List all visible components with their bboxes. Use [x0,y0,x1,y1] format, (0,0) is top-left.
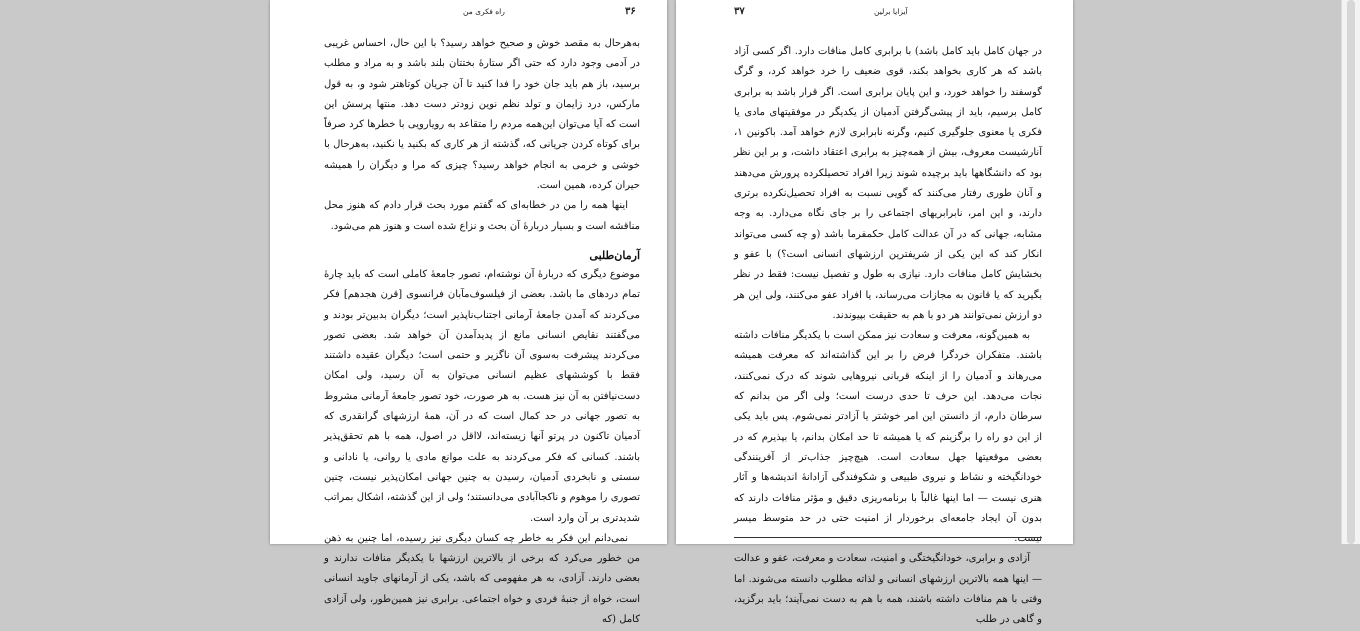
running-title: آیزایا برلین [874,7,908,16]
paragraph: در جهان کامل باید کامل باشد) با برابری کامل منافات دارد. اگر کسی آزاد باشد که هر کاری بخواهد بکند، قوی ضعیف را خرد خواهد کرد، و گرگ گوسفند را خواهد خورد، و این پایان برابری است. اگر قرار باشد به برابری کامل برسیم، باید از پیشی‌گرفتن آدمیان از یکدیگر در موفقیتهای مادی یا فکری یا معنوی جلوگیری کنیم، وگرنه نابرابری لازم خواهد آمد. باکونین ۱، آنارشیست معروف، بیش از همه‌چیز به برابری اعتقاد داشت، و بر این نظر بود که دانشگاهها باید برچیده شوند زیرا افراد تحصیلکرده پرورش می‌دهند و آنان طوری رفتار می‌کنند که گویی نسبت به افراد تحصیل‌نکرده برتری دارند، و این امر، نابرابریهای اجتماعی را بر جای نگاه می‌دارد. به وجه مشابه، جهانی که در آن عدالت کامل حکمفرما باشد (و چه کسی می‌تواند انکار کند که این یکی از شریفترین ارزشهای انسانی است؟) با عفو و بخشایش کامل منافات دارد. نیازی به طول و تفصیل نیست: فقط در نظر بگیرید که یا قانون به مجازات می‌رساند، یا افراد عفو می‌کنند، ولی این هر دو ارزش نمی‌توانند هر دو با هم به حقیقت بپیوندند. [734,46,1042,321]
running-head [320,6,637,20]
page-number: ۳۷ [734,6,745,17]
running-head [734,6,1043,20]
section-heading: آرمان‌طلبی [589,248,640,262]
paragraph: به همین‌گونه، معرفت و سعادت نیز ممکن است با یکدیگر منافات داشته باشند. متفکران خردگرا فرض را بر این گذاشته‌اند که معرفت همیشه می‌رهاند و آدمیان را از اینکه قربانی نیروهایی شوند که درک نمی‌کنند، نجات می‌دهد. این حرف تا حدی درست است؛ ولی اگر من بدانم که سرطان دارم، از دانستن این امر خوشتر یا آزادتر نمی‌شوم. پس باید یکی از این دو راه را برگزینم که یا همیشه تا حد امکان بدانم، یا بپذیرم که در بعضی موقعیتها جهل سعادت است. هیچ‌چیز جذاب‌تر از آفرینندگی خودانگیخته و نشاط و نیروی طبیعی و شکوفندگی آزادانهٔ اندیشه‌ها و آثار هنری نیست — اما اینها غالباً با برنامه‌ریزی دقیق و مؤثر منافات دارند که بدون آن ایجاد جامعه‌ای برخوردار از امنیت حتی در حد متوسط میسر نیست. [734,330,1042,545]
footnote-divider [734,537,1042,538]
page-37 [676,0,1073,626]
page-36 [270,0,667,626]
scrollbar-thumb[interactable] [1347,0,1355,544]
paragraph: موضوع دیگری که دربارهٔ آن نوشته‌ام، تصور جامعهٔ کاملی است که باید چارهٔ تمام دردهای ما باشد. بعضی از فیلسوف‌مآبان فرانسوی [قرن هجدهم] فکر می‌کردند که آمدن جامعهٔ آرمانی اجتناب‌ناپذیر است؛ دیگران بدبین‌تر بودند و می‌گفتند نقایص انسانی مانع از پدیدآمدن آن خواهد شد. بعضی تصور می‌کردند پیشرفت به‌سوی آن ناگزیر و حتمی است؛ دیگران عقیده داشتند فقط با کوششهای عظیم انسانی می‌توان به آن رسید، ولی امکان دست‌نیافتن به آن نیز هست. به هر صورت، خود تصور جامعهٔ آرمانی مشروط به تصور جهانی در حد کمال است که در آن، همهٔ ارزشهای گرانقدری که آدمیان تاکنون در پرتو آنها زیسته‌اند، لااقل در اصول، همه با هم تحقق‌پذیر باشند. کسانی که فکر می‌کردند به علت موانع مادی یا روانی، یا نادانی و سستی و نابخردی آدمیان، رسیدن به چنین جهانی امکان‌پذیر نیست، چنین تصوری را موهوم و ناکجاآبادی می‌دانستند؛ ولی از این گذشته، اشکال بمراتب شدیدتری بر آن وارد است. [324,268,640,524]
paragraph: به‌هرحال به مقصد خوش و صحیح خواهد رسید؟ با این حال، احساس غریبی در آدمی وجود دارد که حتی اگر ستارهٔ بختتان بلند باشد و به مراد و مطلب برسید، باز هم باید جان خود را فدا کنید تا آن جریان کوتاهتر شود و، به قول مارکس، درد زایمان و تولد نظم نوین زودتر دست دهد. منتها پرسش این است که آیا می‌توان این‌همه مردم را متقاعد به رویارویی با خطرها کرد صرفاً برای کوتاه کردن جریانی که، گذشته از هر کاری که بکنید یا نکنید، به‌هرحال با خوشی و خرمی به انجام خواهد رسید؟ چیزی که مرا و دیگران را همیشه حیران کرده، همین است. [324,38,640,192]
page-number: ۳۶ [625,6,636,17]
paragraph: اینها همه را من در خطابه‌ای که گفتم مورد بحث قرار دادم که هنوز محل مناقشه است و بسیار دربارهٔ آن بحث و نزاع شده است و هنوز هم می‌شود. [324,200,640,232]
paragraph: آزادی و برابری، خودانگیختگی و امنیت، سعادت و معرفت، عفو و عدالت — اینها همه بالاترین ارزشهای انسانی و لذاته مطلوب دانسته می‌شوند. اما وقتی با هم منافات داشته باشند، همه با هم به دست نمی‌آیند؛ باید برگزید، و گاهی در طلب [734,553,1042,626]
paragraph: نمی‌دانم این فکر به خاطر چه کسان دیگری نیز رسیده، اما چنین به ذهن من خطور می‌کرد که برخی از بالاترین ارزشها با یکدیگر منافات ندارند و بعضی دارند. آزادی، به هر مفهومی که باشد، یکی از آرمانهای جاوید انسانی است، خواه از جنبهٔ فردی و خواه اجتماعی. برابری نیز همین‌طور، ولی آزادی کامل (که [324,532,640,626]
running-title: راه فکری من [463,7,505,16]
vertical-scrollbar[interactable] [1341,0,1360,544]
page-body [324,34,640,630]
page-body [734,42,1042,631]
